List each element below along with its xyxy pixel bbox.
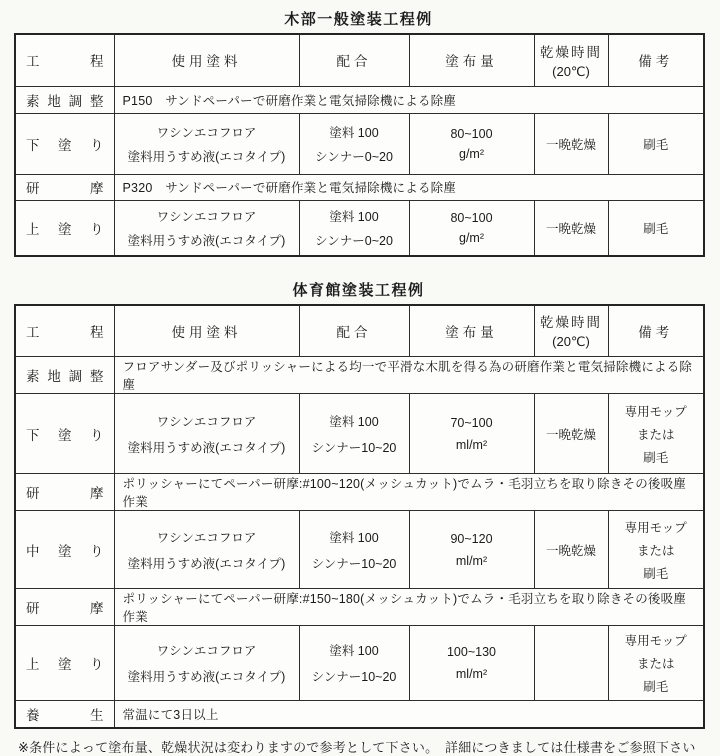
mix-paint-ratio: 塗料 100 — [329, 530, 379, 545]
remarks-line: 刷毛 — [643, 566, 669, 581]
paint-name: ワシンエコフロア — [156, 209, 257, 224]
table-row-midcoat — [15, 511, 704, 589]
drying-cell: 一晩乾燥 — [534, 394, 608, 474]
description-cell: P320 サンドペーパーで研磨作業と電気掃除機による除塵 — [114, 174, 704, 200]
remarks-line: または — [636, 543, 675, 558]
thinner-name: 塗料用うすめ液(エコタイプ) — [127, 149, 286, 164]
process-cell: 上塗り — [15, 626, 114, 701]
amount-value: 90~120 — [450, 531, 493, 546]
mix-paint-ratio: 塗料 100 — [329, 414, 379, 429]
col-header-process: 工程 — [15, 34, 114, 86]
table-row-curing — [15, 701, 704, 728]
thinner-name: 塗料用うすめ液(エコタイプ) — [127, 440, 286, 455]
mix-cell — [299, 200, 409, 256]
mix-paint-ratio: 塗料 100 — [329, 125, 379, 140]
mix-cell — [299, 113, 409, 174]
description-cell: ポリッシャーにてペーパー研摩:#100~120(メッシュカット)でムラ・毛羽立ちを取り除きその後吸塵作業 — [114, 474, 704, 511]
paint-name: ワシンエコフロア — [156, 644, 257, 658]
amount-unit: ml/m² — [455, 437, 488, 452]
process-cell: 研摩 — [15, 589, 114, 626]
col-header-drying — [534, 305, 608, 357]
remarks-cell — [608, 113, 704, 174]
scanned-spec-sheet — [0, 8, 720, 755]
mix-thinner-ratio: シンナー0~20 — [315, 149, 393, 164]
description-cell: P150 サンドペーパーで研磨作業と電気掃除機による除塵 — [114, 86, 704, 113]
table-row-topcoat — [15, 626, 704, 701]
col-header-mix: 配合 — [299, 305, 409, 357]
drying-header-line1: 乾燥時間 — [540, 44, 602, 60]
process-cell: 下塗り — [15, 394, 114, 474]
paint-name: ワシンエコフロア — [156, 530, 257, 545]
thinner-name: 塗料用うすめ液(エコタイプ) — [127, 233, 286, 248]
thinner-name: 塗料用うすめ液(エコタイプ) — [127, 670, 286, 684]
remarks-cell — [608, 200, 704, 256]
col-header-drying — [534, 34, 608, 86]
table-title-wood: 木部一般塗装工程例 — [284, 11, 433, 28]
table-row-undercoat — [15, 394, 704, 474]
paint-cell — [114, 626, 299, 701]
mix-cell — [299, 626, 409, 701]
col-header-amount: 塗布量 — [409, 34, 534, 86]
header-row — [15, 305, 704, 357]
remarks-cell — [608, 626, 704, 701]
col-header-remarks: 備考 — [608, 305, 704, 357]
amount-unit: ml/m² — [455, 667, 488, 681]
paint-cell — [114, 511, 299, 589]
drying-header-line1: 乾燥時間 — [540, 315, 602, 331]
col-header-remarks: 備考 — [608, 34, 704, 86]
mix-cell — [299, 511, 409, 589]
process-cell: 研摩 — [15, 474, 114, 511]
amount-unit: g/m² — [459, 146, 484, 161]
process-cell: 養生 — [15, 701, 114, 728]
amount-cell — [409, 113, 534, 174]
remarks-cell — [608, 511, 704, 589]
amount-cell — [409, 394, 534, 474]
drying-cell: 一晩乾燥 — [534, 113, 608, 174]
mix-thinner-ratio: シンナー10~20 — [311, 556, 397, 571]
table-row-surface-prep — [15, 86, 704, 113]
mix-paint-ratio: 塗料 100 — [329, 209, 379, 224]
process-cell: 研摩 — [15, 174, 114, 200]
drying-cell-empty — [534, 626, 608, 701]
process-cell: 上塗り — [15, 200, 114, 256]
amount-cell — [409, 511, 534, 589]
remarks-line: 刷毛 — [643, 221, 669, 236]
drying-header-line2: (20℃) — [552, 334, 590, 350]
mix-thinner-ratio: シンナー10~20 — [311, 670, 397, 684]
wood-coating-table — [14, 33, 705, 257]
paint-cell — [114, 394, 299, 474]
table-row-sanding — [15, 589, 704, 626]
remarks-line: または — [636, 657, 675, 671]
col-header-amount: 塗布量 — [409, 305, 534, 357]
remarks-line: 刷毛 — [643, 680, 669, 694]
paint-name: ワシンエコフロア — [156, 125, 257, 140]
header-row — [15, 34, 704, 86]
drying-cell: 一晩乾燥 — [534, 200, 608, 256]
table-row-topcoat — [15, 200, 704, 256]
col-header-process: 工程 — [15, 305, 114, 357]
description-cell: フロアサンダー及びポリッシャーによる均一で平滑な木肌を得る為の研磨作業と電気掃除機による除塵 — [114, 357, 704, 394]
table-row-sanding — [15, 174, 704, 200]
process-cell: 素地調整 — [15, 86, 114, 113]
gym-coating-table — [14, 304, 705, 729]
process-cell: 下塗り — [15, 113, 114, 174]
remarks-cell — [608, 394, 704, 474]
mix-thinner-ratio: シンナー10~20 — [311, 440, 397, 455]
drying-header-line2: (20℃) — [552, 63, 590, 79]
mix-thinner-ratio: シンナー0~20 — [315, 233, 393, 248]
amount-value: 100~130 — [446, 645, 496, 659]
paint-cell — [114, 113, 299, 174]
amount-cell — [409, 626, 534, 701]
remarks-line: 刷毛 — [643, 450, 669, 465]
remarks-line: 専用モップ — [624, 634, 687, 648]
paint-cell — [114, 200, 299, 256]
table-row-surface-prep — [15, 357, 704, 394]
paint-name: ワシンエコフロア — [156, 414, 257, 429]
thinner-name: 塗料用うすめ液(エコタイプ) — [127, 556, 286, 571]
drying-cell: 一晩乾燥 — [534, 511, 608, 589]
footnote-caution: ※条件によって塗布量、乾燥状況は変わりますので参考として下さい。 詳細につきましては仕様書をご参照下さい — [18, 739, 696, 755]
process-cell: 素地調整 — [15, 357, 114, 394]
amount-value: 70~100 — [450, 415, 493, 430]
table-title-gym: 体育館塗装工程例 — [292, 281, 425, 299]
amount-unit: g/m² — [459, 230, 484, 245]
amount-unit: ml/m² — [455, 553, 488, 568]
amount-cell — [409, 200, 534, 256]
description-cell: 常温にて3日以上 — [114, 701, 704, 728]
mix-cell — [299, 394, 409, 474]
col-header-paint: 使用塗料 — [114, 305, 299, 357]
process-cell: 中塗り — [15, 511, 114, 589]
description-cell: ポリッシャーにてペーパー研摩:#150~180(メッシュカット)でムラ・毛羽立ちを取り除きその後吸塵作業 — [114, 589, 704, 626]
col-header-mix: 配合 — [299, 34, 409, 86]
col-header-paint: 使用塗料 — [114, 34, 299, 86]
mix-paint-ratio: 塗料 100 — [329, 644, 379, 658]
remarks-line: 専用モップ — [624, 404, 687, 419]
table-row-sanding — [15, 474, 704, 511]
remarks-line: 専用モップ — [624, 520, 687, 535]
remarks-line: または — [636, 427, 675, 442]
amount-value: 80~100 — [450, 126, 493, 141]
table-row-undercoat — [15, 113, 704, 174]
remarks-line: 刷毛 — [643, 137, 669, 152]
amount-value: 80~100 — [450, 210, 493, 225]
